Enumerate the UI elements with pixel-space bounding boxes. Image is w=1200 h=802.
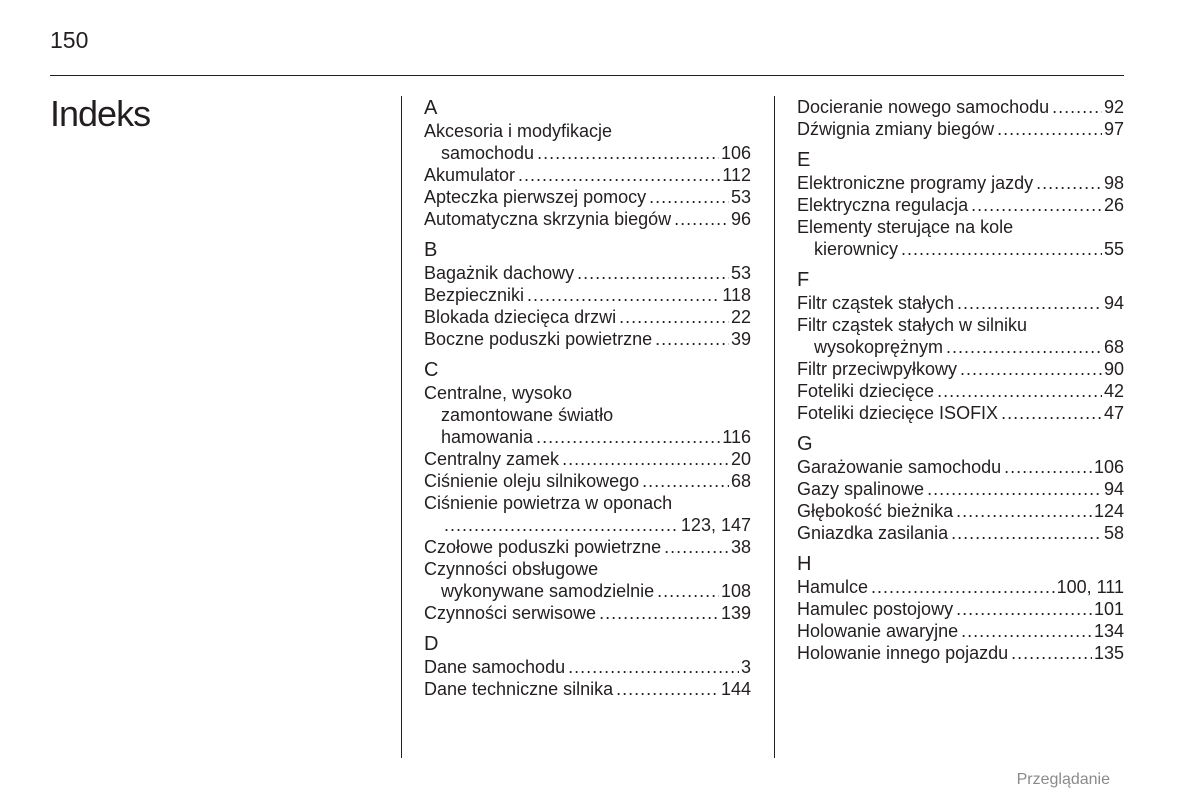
dot-leader <box>577 262 729 284</box>
index-column-2 <box>797 96 1124 672</box>
page-title: Indeks <box>50 93 151 134</box>
index-entry[interactable] <box>797 598 1124 620</box>
index-entry[interactable] <box>797 172 1124 194</box>
dot-leader <box>956 598 1092 620</box>
dot-leader <box>997 118 1102 140</box>
index-entry-page: 3 <box>740 657 751 677</box>
index-entry-line: zamontowane światło <box>441 405 614 425</box>
index-entry-page: 139 <box>720 603 751 623</box>
dot-leader <box>901 238 1102 260</box>
index-entry-page: 53 <box>730 263 751 283</box>
index-entry-page: 108 <box>720 581 751 601</box>
index-section <box>797 432 1124 544</box>
dot-leader <box>664 536 729 558</box>
index-entry-title: Bezpieczniki <box>424 285 525 305</box>
index-entry[interactable] <box>424 426 751 448</box>
dot-leader <box>537 142 719 164</box>
index-entry-page: 42 <box>1103 381 1124 401</box>
index-entry-page: 68 <box>730 471 751 491</box>
index-entry-title: samochodu <box>441 143 535 163</box>
index-entry-page: 100, 111 <box>1056 577 1124 597</box>
index-entry[interactable] <box>797 194 1124 216</box>
dot-leader <box>527 284 720 306</box>
index-entry-title: Głębokość bieżnika <box>797 501 954 521</box>
dot-leader <box>568 656 739 678</box>
index-entry-page: 112 <box>722 165 751 185</box>
section-letter: B <box>424 239 438 261</box>
index-entry[interactable] <box>424 514 751 536</box>
index-entry[interactable] <box>424 602 751 624</box>
dot-leader <box>518 164 720 186</box>
dot-leader <box>937 380 1102 402</box>
index-entry-page: 116 <box>722 427 751 447</box>
index-entry[interactable] <box>424 284 751 306</box>
index-entry[interactable] <box>797 380 1124 402</box>
dot-leader <box>951 522 1102 544</box>
dot-leader <box>674 208 729 230</box>
index-entry-page: 144 <box>720 679 751 699</box>
index-section <box>797 96 1124 140</box>
browse-link[interactable]: Przeglądanie <box>1016 771 1110 788</box>
index-entry-title: Filtr cząstek stałych <box>797 293 955 313</box>
dot-leader <box>536 426 720 448</box>
column-divider-middle <box>774 96 775 758</box>
index-entry-title: wysokoprężnym <box>814 337 944 357</box>
index-entry-title: Ciśnienie oleju silnikowego <box>424 471 640 491</box>
section-letter: C <box>424 359 439 381</box>
index-entry[interactable] <box>424 142 751 164</box>
index-entry[interactable] <box>424 328 751 350</box>
index-entry-title: Elektroniczne programy jazdy <box>797 173 1034 193</box>
dot-leader <box>927 478 1102 500</box>
index-entry-title: Apteczka pierwszej pomocy <box>424 187 647 207</box>
index-entry[interactable] <box>424 470 751 492</box>
index-entry[interactable] <box>424 186 751 208</box>
index-entry-line: Centralne, wysoko <box>424 383 573 403</box>
index-section <box>424 96 751 230</box>
dot-leader <box>562 448 729 470</box>
page-number: 150 <box>50 27 89 53</box>
index-entry[interactable] <box>797 500 1124 522</box>
index-entry-title: wykonywane samodzielnie <box>441 581 655 601</box>
section-letter: A <box>424 97 438 119</box>
dot-leader <box>444 514 679 536</box>
index-section <box>424 358 751 624</box>
dot-leader <box>1052 96 1102 118</box>
dot-leader <box>946 336 1102 358</box>
dot-leader <box>1001 402 1102 424</box>
index-entry-title: Akumulator <box>424 165 516 185</box>
index-entry-title: Dane samochodu <box>424 657 566 677</box>
index-entry-title: Foteliki dziecięce ISOFIX <box>797 403 999 423</box>
index-entry-page: 135 <box>1093 643 1124 663</box>
index-entry-line: Filtr cząstek stałych w silniku <box>797 315 1028 335</box>
index-entry-line: Akcesoria i modyfikacje <box>424 121 613 141</box>
index-entry-page: 38 <box>730 537 751 557</box>
index-entry-title: Garażowanie samochodu <box>797 457 1002 477</box>
index-entry[interactable] <box>424 448 751 470</box>
index-entry-title: Holowanie innego pojazdu <box>797 643 1009 663</box>
index-entry-page: 68 <box>1103 337 1124 357</box>
dot-leader <box>642 470 729 492</box>
index-entry[interactable] <box>424 536 751 558</box>
index-entry-page: 90 <box>1103 359 1124 379</box>
index-entry-page: 98 <box>1103 173 1124 193</box>
index-entry-page: 134 <box>1093 621 1124 641</box>
index-entry-page: 94 <box>1103 293 1124 313</box>
index-entry-title: Centralny zamek <box>424 449 560 469</box>
index-entry[interactable] <box>424 306 751 328</box>
index-entry[interactable] <box>797 292 1124 314</box>
index-entry-line: Czynności obsługowe <box>424 559 599 579</box>
index-entry[interactable] <box>424 208 751 230</box>
dot-leader <box>599 602 719 624</box>
index-entry-page: 39 <box>730 329 751 349</box>
index-entry-title: hamowania <box>441 427 534 447</box>
index-entry[interactable] <box>797 522 1124 544</box>
dot-leader <box>956 500 1092 522</box>
index-entry-title: Bagażnik dachowy <box>424 263 575 283</box>
section-letter: H <box>797 553 812 575</box>
index-entry-page: 92 <box>1103 97 1124 117</box>
index-entry-title: Dźwignia zmiany biegów <box>797 119 995 139</box>
index-entry-page: 22 <box>730 307 751 327</box>
index-entry-page: 58 <box>1103 523 1124 543</box>
index-entry-title: Blokada dziecięca drzwi <box>424 307 617 327</box>
index-entry[interactable] <box>797 118 1124 140</box>
index-section <box>797 552 1124 664</box>
index-entry[interactable] <box>797 358 1124 380</box>
index-entry-title: Hamulce <box>797 577 869 597</box>
index-entry-title: Docieranie nowego samochodu <box>797 97 1050 117</box>
index-entry-line: Ciśnienie powietrza w oponach <box>424 493 673 513</box>
section-letter: E <box>797 149 811 171</box>
index-entry-title: Boczne poduszki powietrzne <box>424 329 653 349</box>
index-entry-line: Elementy sterujące na kole <box>797 217 1014 237</box>
index-entry-title: Automatyczna skrzynia biegów <box>424 209 672 229</box>
index-entry[interactable] <box>797 620 1124 642</box>
index-entry[interactable] <box>797 336 1124 358</box>
index-entry-page: 97 <box>1103 119 1124 139</box>
dot-leader <box>960 358 1102 380</box>
index-entry-page: 96 <box>730 209 751 229</box>
index-entry-page: 26 <box>1103 195 1124 215</box>
dot-leader <box>1011 642 1092 664</box>
index-entry-page: 106 <box>720 143 751 163</box>
index-entry-page: 47 <box>1103 403 1124 423</box>
index-entry-page: 94 <box>1103 479 1124 499</box>
index-column-1 <box>424 96 751 708</box>
index-entry[interactable] <box>797 576 1124 598</box>
index-entry-title: Dane techniczne silnika <box>424 679 614 699</box>
index-entry-title: kierownicy <box>814 239 899 259</box>
section-letter: G <box>797 433 813 455</box>
dot-leader <box>616 678 719 700</box>
index-entry-title: Czołowe poduszki powietrzne <box>424 537 662 557</box>
dot-leader <box>649 186 729 208</box>
index-entry-title: Gazy spalinowe <box>797 479 925 499</box>
index-entry-page: 101 <box>1093 599 1124 619</box>
index-entry-title: Hamulec postojowy <box>797 599 954 619</box>
index-entry[interactable] <box>797 642 1124 664</box>
index-entry-page: 118 <box>722 285 751 305</box>
index-entry-title: Filtr przeciwpyłkowy <box>797 359 958 379</box>
dot-leader <box>1036 172 1102 194</box>
index-entry[interactable] <box>424 678 751 700</box>
header-divider <box>50 75 1124 76</box>
index-section <box>424 238 751 350</box>
index-entry-page: 20 <box>730 449 751 469</box>
index-entry[interactable] <box>424 580 751 602</box>
index-section <box>797 148 1124 260</box>
dot-leader <box>957 292 1102 314</box>
index-entry-page: 53 <box>730 187 751 207</box>
dot-leader <box>619 306 729 328</box>
index-entry-title: Holowanie awaryjne <box>797 621 959 641</box>
index-entry[interactable] <box>424 164 751 186</box>
index-entry[interactable] <box>424 656 751 678</box>
column-divider-left <box>401 96 402 758</box>
index-entry[interactable] <box>424 262 751 284</box>
index-entry[interactable] <box>797 238 1124 260</box>
index-entry-title: Czynności serwisowe <box>424 603 597 623</box>
section-letter: D <box>424 633 439 655</box>
index-section <box>424 632 751 700</box>
dot-leader <box>655 328 729 350</box>
index-entry[interactable] <box>797 456 1124 478</box>
index-section <box>797 268 1124 424</box>
index-entry[interactable] <box>797 478 1124 500</box>
dot-leader <box>657 580 719 602</box>
index-entry-title: Gniazdka zasilania <box>797 523 949 543</box>
dot-leader <box>971 194 1102 216</box>
index-entry[interactable] <box>797 402 1124 424</box>
index-entry-page: 55 <box>1103 239 1124 259</box>
index-entry-page: 124 <box>1093 501 1124 521</box>
section-letter: F <box>797 269 810 291</box>
index-entry-title: Foteliki dziecięce <box>797 381 935 401</box>
index-entry[interactable] <box>797 96 1124 118</box>
index-entry-page: 123, 147 <box>680 515 751 535</box>
dot-leader <box>961 620 1092 642</box>
dot-leader <box>871 576 1055 598</box>
index-entry-page: 106 <box>1093 457 1124 477</box>
dot-leader <box>1004 456 1092 478</box>
index-entry-title: Elektryczna regulacja <box>797 195 969 215</box>
